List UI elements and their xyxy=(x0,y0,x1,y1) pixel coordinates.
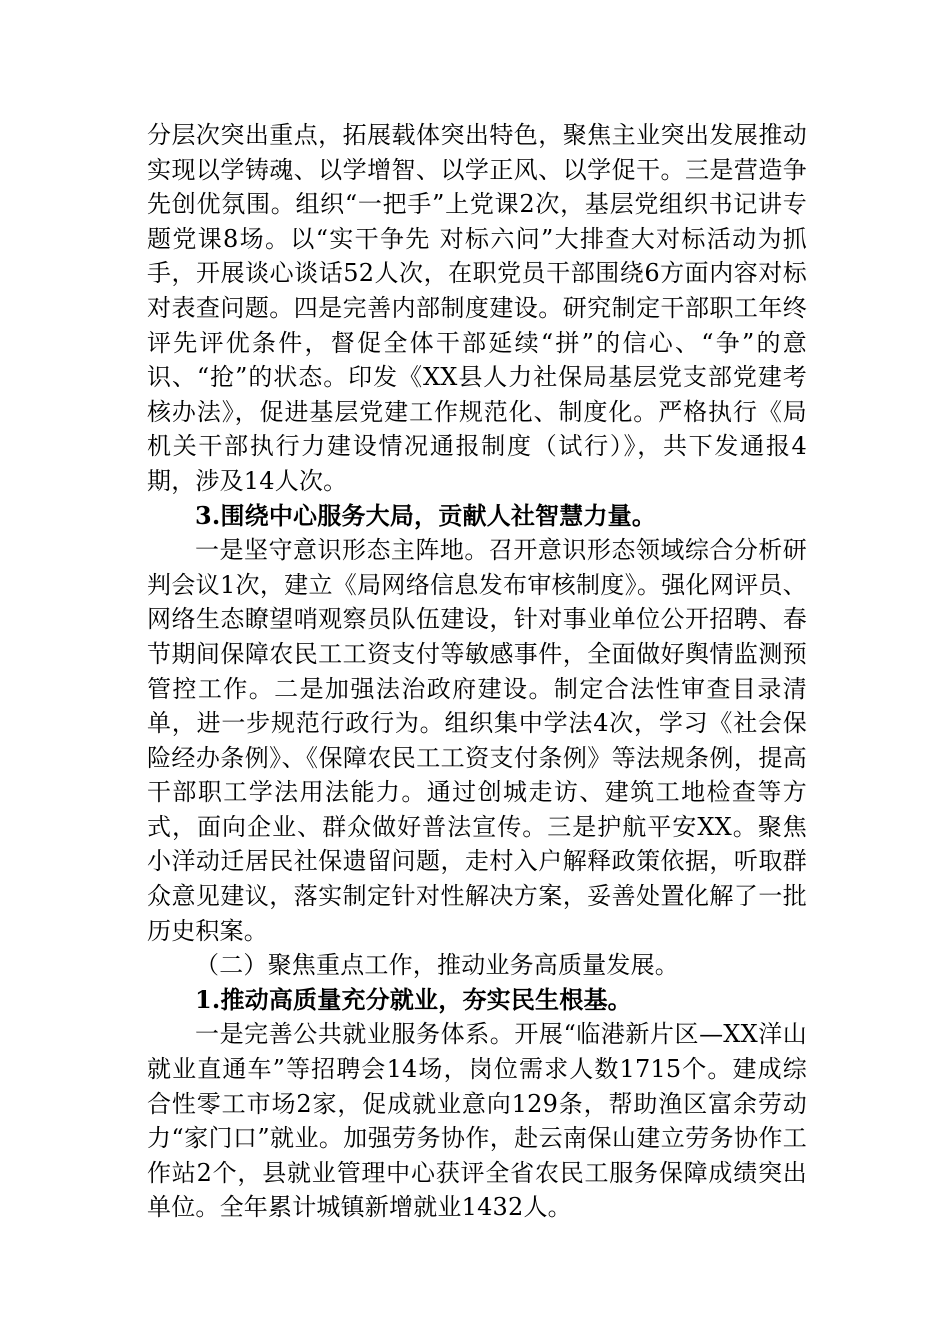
section-heading: 1.推动高质量充分就业，夯实民生根基。 xyxy=(195,984,632,1014)
section-heading: 3.围绕中心服务大局，贡献人社智慧力量。 xyxy=(195,500,657,530)
body-paragraph: 一是坚守意识形态主阵地。召开意识形态领域综合分析研判会议1次，建立《局网络信息发布审核制度》。强化网评员、网络生态瞭望哨观察员队伍建设，针对事业单位公开招聘、春节期间保障农民工工资支付等敏感事件，全面做好舆情监测预管控工作。二是加强法治政府建设。制定合法性审查目录清单，进一步规范行政行为。组织集中学法4次，学习《社会保险经办条例》、《保障农民工工资支付条例》等法规条例，提高干部职工学法用法能力。通过创城走访、建筑工地检查等方式，面向企业、群众做好普法宣传。三是护航平安XX。聚焦小洋动迁居民社保遗留问题，走村入户解释政策依据，听取群众意见建议，落实制定针对性解决方案，妥善处置化解了一批历史积案。 xyxy=(147,536,807,945)
section-heading: （二）聚焦重点工作，推动业务高质量发展。 xyxy=(195,951,679,980)
document-page xyxy=(147,118,807,1225)
body-paragraph: 分层次突出重点，拓展载体突出特色，聚焦主业突出发展推动实现以学铸魂、以学增智、以学正风、以学促干。三是营造争先创优氛围。组织“一把手”上党课2次，基层党组织书记讲专题党课8场。以“实干争先 对标六问”大排查大对标活动为抓手，开展谈心谈话52人次，在职党员干部围绕6方面内容对标对表查问题。四是完善内部制度建设。研究制定干部职工年终评先评优条件，督促全体干部延续“拼”的信心、“争”的意识、“抢”的状态。印发《XX县人力社保局基层党支部党建考核办法》，促进基层党建工作规范化、制度化。严格执行《局机关干部执行力建设情况通报制度（试行）》，共下发通报4期，涉及14人次。 xyxy=(147,121,807,495)
body-paragraph: 一是完善公共就业服务体系。开展“临港新片区—XX洋山就业直通车”等招聘会14场，岗位需求人数1715个。建成综合性零工市场2家，促成就业意向129条，帮助渔区富余劳动力“家门口”就业。加强劳务协作，赴云南保山建立劳务协作工作站2个，县就业管理中心获评全省农民工服务保障成绩突出单位。全年累计城镇新增就业1432人。 xyxy=(147,1020,807,1222)
